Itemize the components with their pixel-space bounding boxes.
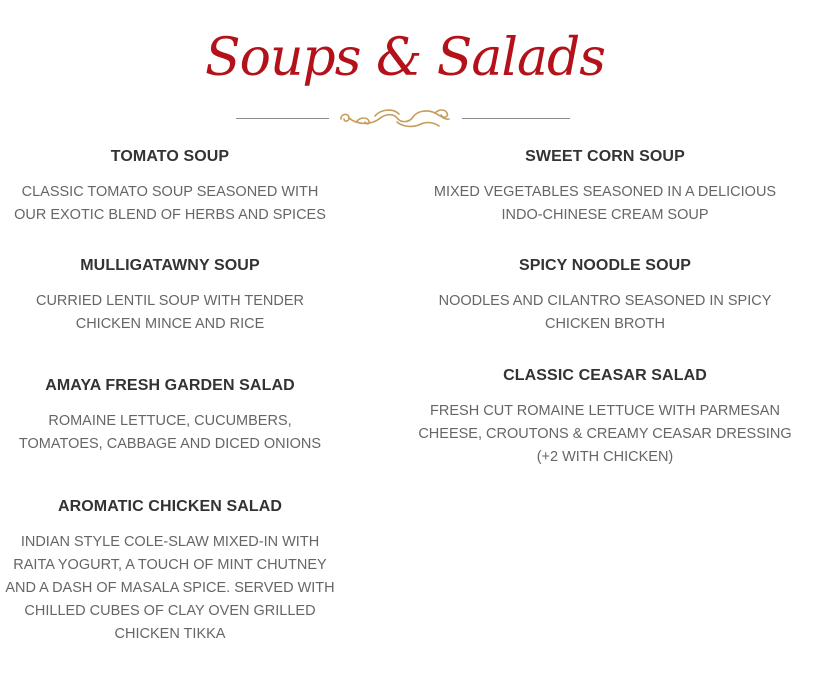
flourish-ornament-icon [335,103,455,133]
menu-item-spicy-noodle-soup [405,256,805,336]
menu-item-name: AMAYA FRESH GARDEN SALAD [45,377,295,394]
menu-item-description: CURRIED LENTIL SOUP WITH TENDER CHICKEN MINCE AND RICE [35,293,305,332]
menu-item-name: TOMATO SOUP [110,148,230,165]
divider-line-left [236,118,329,119]
menu-item-description: CLASSIC TOMATO SOUP SEASONED WITH OUR EXOTIC BLEND OF HERBS AND SPICES [14,184,326,223]
menu-item-mulligatawny-soup [0,256,340,336]
menu-item-description: MIXED VEGETABLES SEASONED IN A DELICIOUS INDO-CHINESE CREAM SOUP [433,184,777,223]
section-header [0,0,827,140]
menu-item-description: INDIAN STYLE COLE-SLAW MIXED-IN WITH RAITA YOGURT, A TOUCH OF MINT CHUTNEY AND A DASH OF MASALA SPICE. SERVED WITH CHILLED CUBES OF CLAY OVEN GRILLED CHICKEN TIKKA [5,534,335,642]
menu-item-name: SWEET CORN SOUP [525,148,685,165]
menu-item-sweet-corn-soup [405,147,805,227]
menu-item-tomato-soup [0,147,340,227]
menu-item-name: CLASSIC CEASAR SALAD [503,367,707,384]
section-title: Soups & Salads [205,28,605,88]
menu-item-name: MULLIGATAWNY SOUP [80,257,260,274]
divider-line-right [462,118,570,119]
menu-item-aromatic-chicken-salad [0,497,340,646]
menu-item-name: SPICY NOODLE SOUP [518,257,692,274]
menu-item-amaya-fresh-garden-salad [0,376,340,456]
menu-item-description: NOODLES AND CILANTRO SEASONED IN SPICY CHICKEN BROTH [438,293,772,332]
menu-item-description: FRESH CUT ROMAINE LETTUCE WITH PARMESAN CHEESE, CROUTONS & CREAMY CEASAR DRESSING (+2 WITH CHICKEN) [418,403,792,465]
menu-item-name: AROMATIC CHICKEN SALAD [57,498,283,515]
menu-item-classic-ceasar-salad [405,366,805,469]
menu-item-description: ROMAINE LETTUCE, CUCUMBERS, TOMATOES, CABBAGE AND DICED ONIONS [18,413,322,452]
